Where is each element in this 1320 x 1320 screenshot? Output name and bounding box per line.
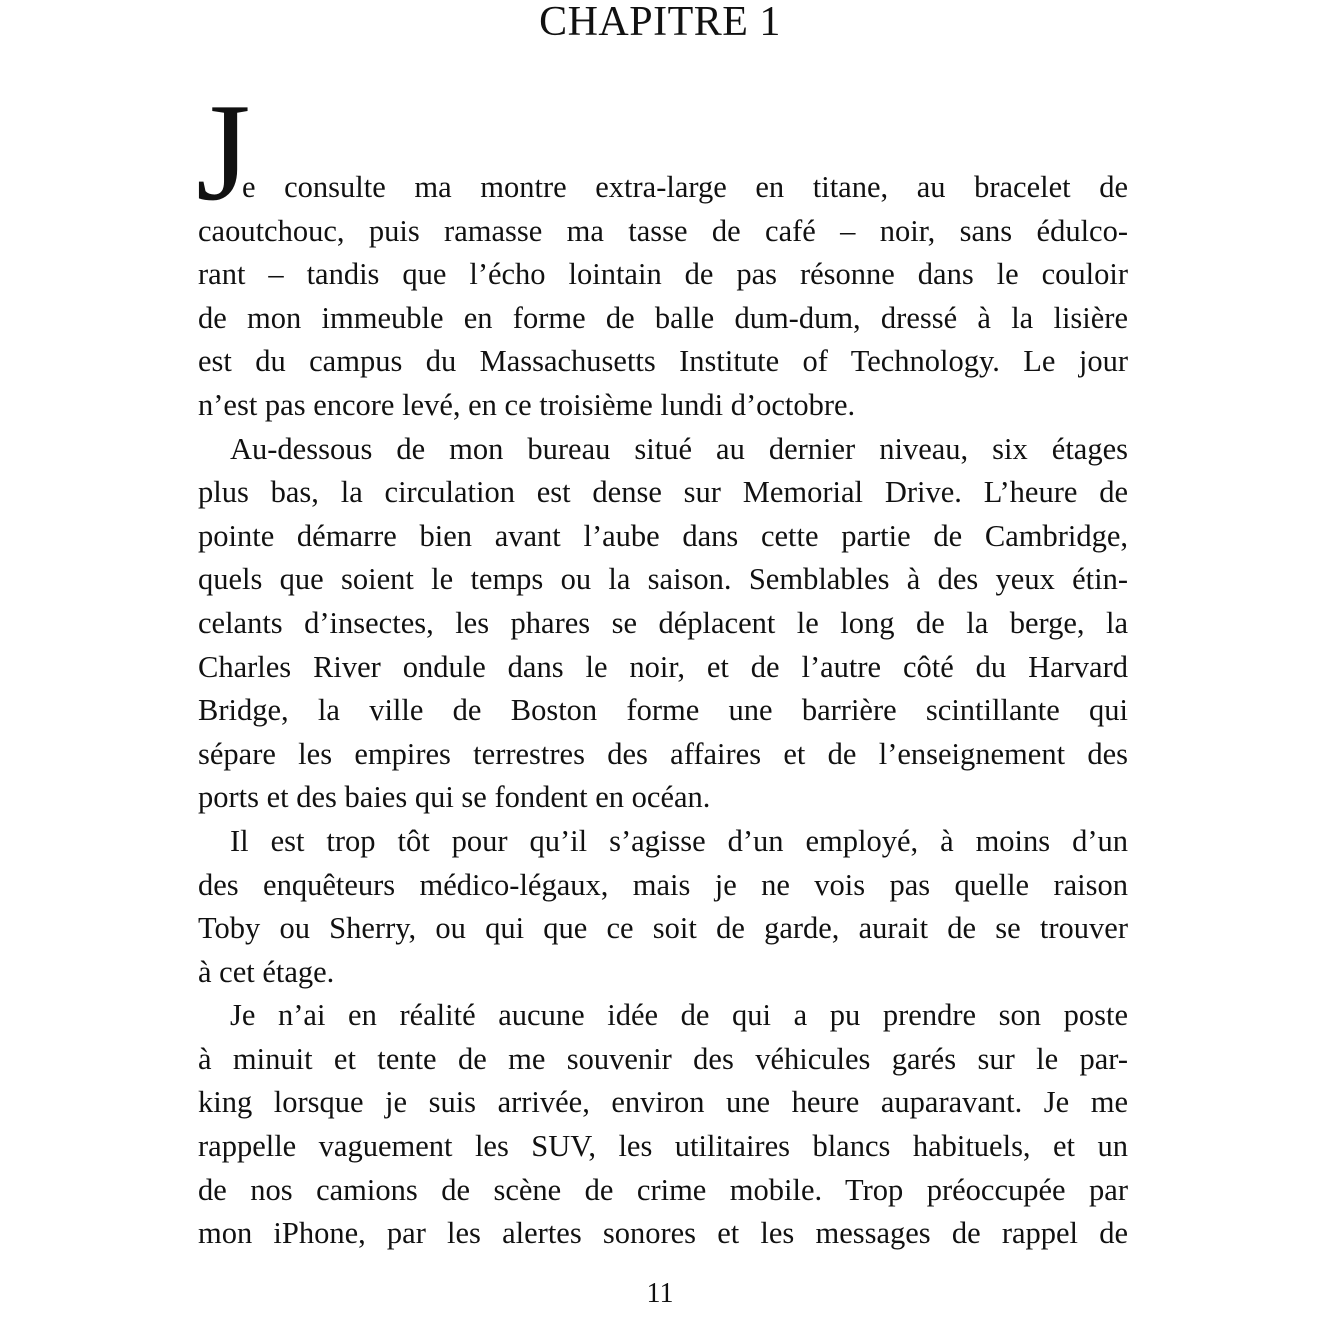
text-line: de nos camions de scène de crime mobile. Trop préoccupée par (198, 1172, 1128, 1207)
text-line: quels que soient le temps ou la saison. Semblables à des yeux étin- (198, 562, 1128, 597)
text-line: Il est trop tôt pour qu’il s’agisse d’un employé, à moins d’un (230, 823, 1128, 858)
text-line: pointe démarre bien avant l’aube dans cette partie de Cambridge, (198, 518, 1128, 553)
text-line: Je n’ai en réalité aucune idée de qui a pu prendre son poste (230, 998, 1128, 1033)
text-line: celants d’insectes, les phares se déplacent le long de la berge, la (198, 605, 1128, 640)
text-line: Bridge, la ville de Boston forme une barrière scintillante qui (198, 693, 1128, 728)
text-line: rappelle vaguement les SUV, les utilitaires blancs habituels, et un (198, 1129, 1128, 1164)
text-line: rant – tandis que l’écho lointain de pas résonne dans le couloir (198, 257, 1128, 292)
text-line: à minuit et tente de me souvenir des véhicules garés sur le par- (198, 1041, 1128, 1076)
page-number: 11 (646, 1278, 674, 1309)
text-line: de mon immeuble en forme de balle dum-dum, dressé à la lisière (198, 300, 1128, 335)
text-line: des enquêteurs médico-légaux, mais je ne vois pas quelle raison (198, 867, 1128, 902)
text-line: caoutchouc, puis ramasse ma tasse de café – noir, sans édulco- (198, 213, 1128, 248)
text-line: ports et des baies qui se fondent en océan. (198, 780, 711, 815)
text-line: à cet étage. (198, 954, 335, 989)
text-line: mon iPhone, par les alertes sonores et les messages de rappel de (198, 1216, 1128, 1251)
chapter-title: CHAPITRE 1 (539, 0, 781, 45)
text-line: plus bas, la circulation est dense sur Memorial Drive. L’heure de (198, 475, 1128, 510)
text-line: Charles River ondule dans le noir, et de l’autre côté du Harvard (198, 649, 1128, 684)
text-line: sépare les empires terrestres des affaires et de l’enseignement des (198, 736, 1128, 771)
text-line: n’est pas encore levé, en ce troisième lundi d’octobre. (198, 387, 856, 422)
text-line: king lorsque je suis arrivée, environ une heure auparavant. Je me (198, 1085, 1128, 1120)
text-line: Au-dessous de mon bureau situé au dernier niveau, six étages (230, 431, 1128, 466)
text-line: Toby ou Sherry, ou qui que ce soit de garde, aurait de se trouver (198, 911, 1128, 946)
drop-cap: J (196, 75, 251, 230)
text-line: est du campus du Massachusetts Institute of Technology. Le jour (198, 344, 1128, 379)
text-line: e consulte ma montre extra-large en titane, au bracelet de (242, 170, 1128, 204)
chapter-body (196, 75, 1128, 1256)
